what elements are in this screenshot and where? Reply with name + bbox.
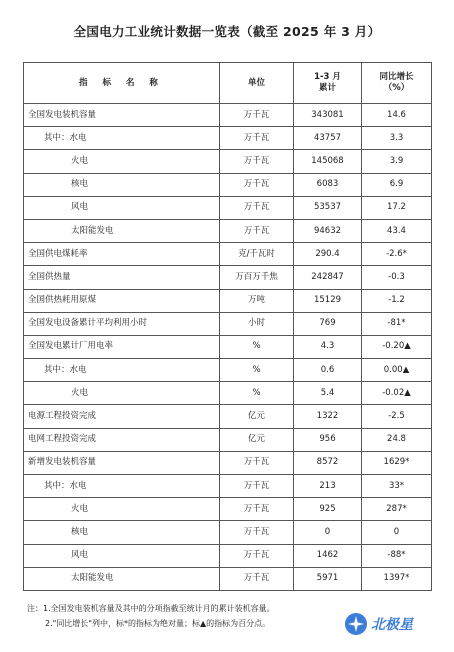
row-value: 5.4 (294, 382, 362, 405)
row-name: 核电 (24, 173, 220, 196)
row-value: 1462 (294, 544, 362, 567)
row-unit: 克/千瓦时 (220, 243, 294, 266)
row-unit: 万千瓦 (220, 127, 294, 150)
header-yoy-text: 同比增长 （%） (379, 72, 414, 93)
row-name: 风电 (24, 544, 220, 567)
table-row (24, 289, 432, 312)
row-unit: 万千瓦 (220, 498, 294, 521)
row-name: 全国供热量 (24, 266, 220, 289)
header-yoy (362, 63, 432, 104)
footnote-2: 2."同比增长"列中，标*的指标为绝对量；标▲的指标为百分点。 (45, 619, 271, 628)
row-yoy: 0 (362, 521, 432, 544)
header-value-text: 1-3 月 累计 (314, 72, 341, 93)
row-value: 290.4 (294, 243, 362, 266)
brand-logo (344, 611, 436, 637)
row-name: 全国发电累计厂用电率 (24, 335, 220, 358)
row-yoy: 0.00▲ (362, 359, 432, 382)
row-name: 太阳能发电 (24, 567, 220, 590)
table-row (24, 127, 432, 150)
table-row (24, 335, 432, 358)
row-yoy: 6.9 (362, 173, 432, 196)
row-yoy: 1629* (362, 451, 432, 474)
row-yoy: -0.02▲ (362, 382, 432, 405)
table-row (24, 312, 432, 335)
row-value: 145068 (294, 150, 362, 173)
row-yoy: 24.8 (362, 428, 432, 451)
row-name: 新增发电装机容量 (24, 451, 220, 474)
row-name: 太阳能发电 (24, 219, 220, 242)
row-name: 电网工程投资完成 (24, 428, 220, 451)
row-value: 213 (294, 475, 362, 498)
row-value: 1322 (294, 405, 362, 428)
row-unit: 万千瓦 (220, 150, 294, 173)
row-unit: 万千瓦 (220, 544, 294, 567)
row-yoy: 17.2 (362, 196, 432, 219)
row-unit: % (220, 335, 294, 358)
row-value: 925 (294, 498, 362, 521)
page-title: 全国电力工业统计数据一览表（截至 2025 年 3 月） (73, 24, 381, 39)
row-yoy: 43.4 (362, 219, 432, 242)
row-unit: 万千瓦 (220, 521, 294, 544)
table-row (24, 219, 432, 242)
row-value: 343081 (294, 104, 362, 127)
row-name: 核电 (24, 521, 220, 544)
table-header-row (24, 63, 432, 104)
row-yoy: 3.9 (362, 150, 432, 173)
header-value (294, 63, 362, 104)
row-yoy: -1.2 (362, 289, 432, 312)
row-value: 8572 (294, 451, 362, 474)
table-row (24, 104, 432, 127)
row-value: 769 (294, 312, 362, 335)
row-unit: 万千瓦 (220, 451, 294, 474)
table-row (24, 475, 432, 498)
row-unit: 万千瓦 (220, 475, 294, 498)
row-yoy: 1397* (362, 567, 432, 590)
table-row (24, 567, 432, 590)
footnotes (27, 601, 347, 631)
row-yoy: -2.6* (362, 243, 432, 266)
row-yoy: 33* (362, 475, 432, 498)
row-unit: 万吨 (220, 289, 294, 312)
row-unit: 万千瓦 (220, 104, 294, 127)
row-yoy: -81* (362, 312, 432, 335)
row-value: 956 (294, 428, 362, 451)
row-value: 4.3 (294, 335, 362, 358)
polaris-star-logo-icon (344, 612, 368, 636)
row-name: 其中：水电 (24, 359, 220, 382)
row-yoy: -88* (362, 544, 432, 567)
row-name: 其中：水电 (24, 475, 220, 498)
row-name: 风电 (24, 196, 220, 219)
row-value: 53537 (294, 196, 362, 219)
row-yoy: 3.3 (362, 127, 432, 150)
table-row (24, 173, 432, 196)
row-value: 0.6 (294, 359, 362, 382)
table-row (24, 451, 432, 474)
table-row (24, 498, 432, 521)
brand-logo-text: 北极星 (371, 617, 413, 633)
table-body (24, 104, 432, 591)
row-unit: 万千瓦 (220, 173, 294, 196)
table-row (24, 266, 432, 289)
row-value: 43757 (294, 127, 362, 150)
table-row (24, 196, 432, 219)
row-unit: 万千瓦 (220, 196, 294, 219)
header-unit: 单位 (220, 63, 294, 104)
table-row (24, 544, 432, 567)
row-yoy: -0.3 (362, 266, 432, 289)
row-value: 6083 (294, 173, 362, 196)
table-row (24, 243, 432, 266)
row-name: 火电 (24, 498, 220, 521)
row-value: 5971 (294, 567, 362, 590)
row-value: 242847 (294, 266, 362, 289)
header-name: 指 标 名 称 (24, 63, 220, 104)
row-name: 全国发电装机容量 (24, 104, 220, 127)
footnote-1: 注：1.全国发电装机容量及其中的分项指截至统计月的累计装机容量。 (27, 604, 275, 613)
table-row (24, 150, 432, 173)
row-unit: % (220, 382, 294, 405)
table-row (24, 521, 432, 544)
statistics-table (23, 62, 432, 591)
row-unit: 万百万千焦 (220, 266, 294, 289)
row-name: 火电 (24, 150, 220, 173)
row-unit: 万千瓦 (220, 219, 294, 242)
row-name: 全国发电设备累计平均利用小时 (24, 312, 220, 335)
row-unit: 亿元 (220, 428, 294, 451)
table-row (24, 382, 432, 405)
row-yoy: -0.20▲ (362, 335, 432, 358)
row-name: 电源工程投资完成 (24, 405, 220, 428)
row-yoy: 14.6 (362, 104, 432, 127)
row-name: 全国供电煤耗率 (24, 243, 220, 266)
row-name: 全国供热耗用原煤 (24, 289, 220, 312)
row-unit: % (220, 359, 294, 382)
table-row (24, 428, 432, 451)
row-yoy: -2.5 (362, 405, 432, 428)
row-name: 火电 (24, 382, 220, 405)
row-unit: 亿元 (220, 405, 294, 428)
row-name: 其中：水电 (24, 127, 220, 150)
table-row (24, 359, 432, 382)
row-value: 94632 (294, 219, 362, 242)
row-yoy: 287* (362, 498, 432, 521)
row-unit: 小时 (220, 312, 294, 335)
row-value: 15129 (294, 289, 362, 312)
row-unit: 万千瓦 (220, 567, 294, 590)
row-value: 0 (294, 521, 362, 544)
table-row (24, 405, 432, 428)
